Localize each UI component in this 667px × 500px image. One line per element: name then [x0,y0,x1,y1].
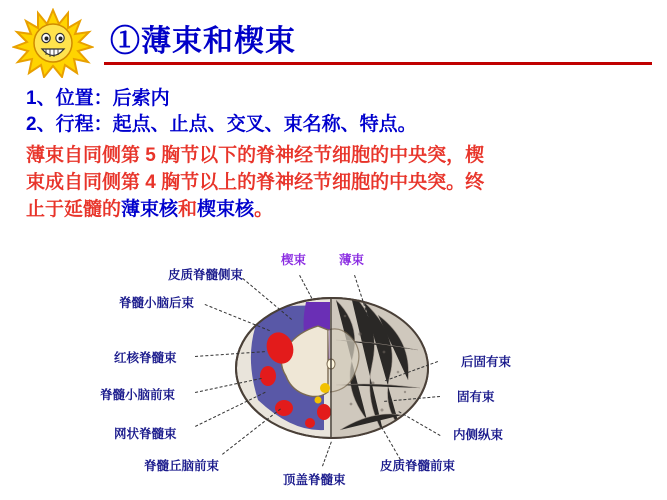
paragraph-line-1: 薄束自同侧第 5 胸节以下的脊神经节细胞的中央突，楔 [26,145,485,166]
term-cuneate-nucleus: 楔束核 [197,199,255,220]
page-title: ①薄束和楔束 [110,25,296,58]
paragraph-line-2: 束成自同侧第 4 胸节以上的脊神经节细胞的中央突。终 [26,172,485,193]
term-gracile-nucleus: 薄束核 [121,199,179,220]
label-reticulospinal-tract: 网状脊髓束 [114,427,177,441]
label-anterior-corticospinal-tract: 皮质脊髓前束 [380,459,456,473]
paragraph-line-3 [26,196,654,223]
text-line-course: 2、行程：起点、止点、交叉、束名称、特点。 [26,114,417,135]
label-fasciculus-proprius: 固有束 [457,390,495,404]
label-rubrospinal-tract: 红核脊髓束 [114,351,177,365]
label-posterior-fasciculus-proprius: 后固有束 [461,355,512,369]
label-posterior-spinocerebellar-tract: 脊髓小脑后束 [119,296,195,310]
paragraph-line-3-part-b: 和 [178,199,198,220]
label-tectospinal-tract: 顶盖脊髓束 [283,473,346,487]
body-text [26,86,646,223]
slide-header [0,0,667,80]
label-medial-longitudinal-fasciculus: 内侧纵束 [453,428,504,442]
paragraph-line-3-part-a: 止于延髓的 [26,199,122,220]
label-lateral-corticospinal-tract: 皮质脊髓侧束 [168,268,244,282]
sun-icon [12,8,94,78]
label-anterior-spinocerebellar-tract: 脊髓小脑前束 [100,388,176,402]
text-line-position: 1、位置：后索内 [26,88,170,109]
label-cuneate-fasciculus: 楔束 [281,253,307,267]
label-gracile-fasciculus: 薄束 [339,253,365,267]
paragraph-line-3-part-c: 。 [254,199,274,220]
paragraph-description [26,142,654,223]
spinal-cord-figure [0,240,667,498]
label-anterior-spinothalamic-tract: 脊髓丘脑前束 [144,459,220,473]
cord-cross-section-image [232,280,432,460]
header-divider [104,62,652,65]
